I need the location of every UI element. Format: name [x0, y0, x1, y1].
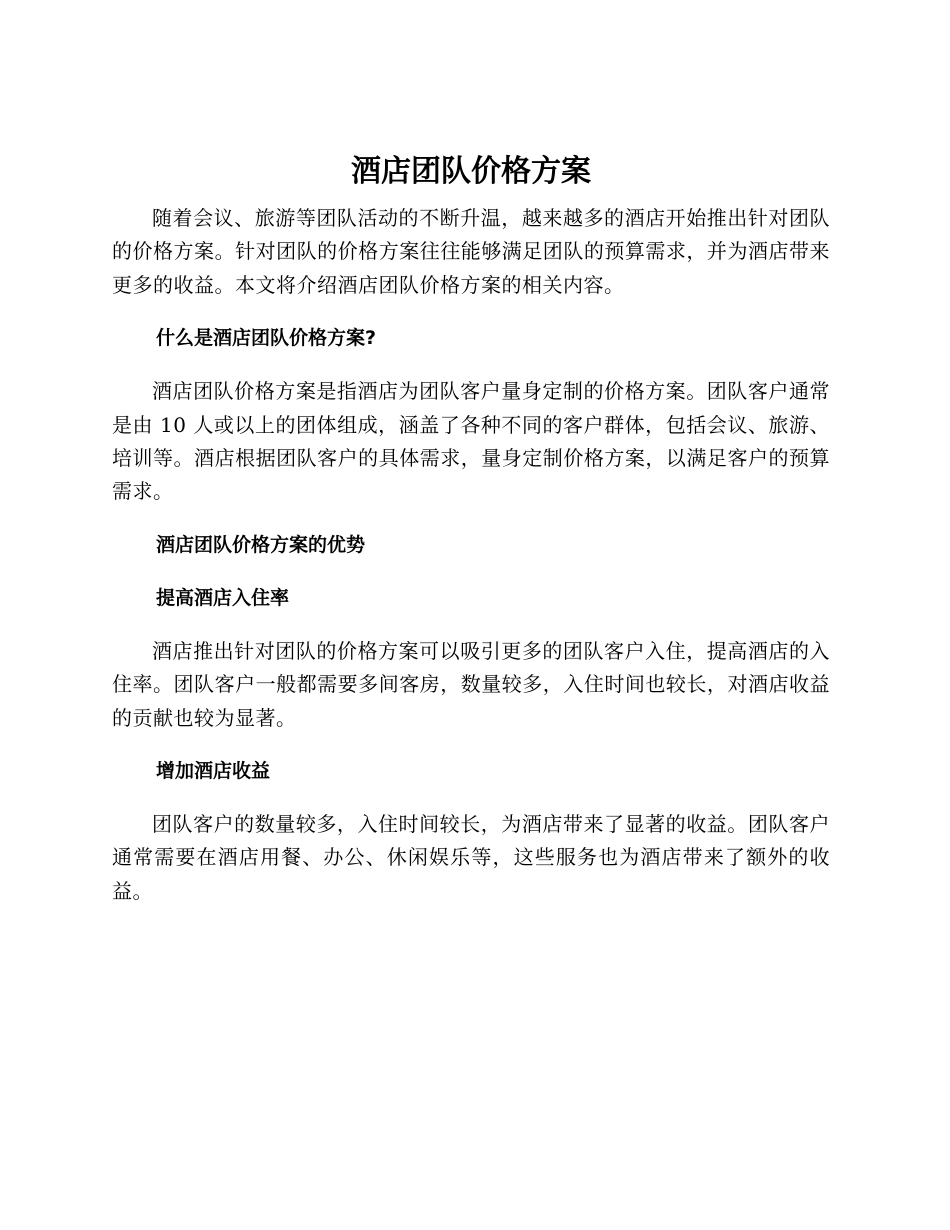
section-heading-advantages: 酒店团队价格方案的优势 — [156, 533, 366, 556]
section-paragraph-what-is: 酒店团队价格方案是指酒店为团队客户量身定制的价格方案。团队客户通常是由 10 人或以上的团体组成，涵盖了各种不同的客户群体，包括会议、旅游、培训等。酒店根据团队客户的具体需求，量身定制价格方案，以满足客户的预算需求。 — [112, 379, 830, 504]
document-title: 酒店团队价格方案 — [351, 154, 591, 189]
subsection-paragraph-occupancy: 酒店推出针对团队的价格方案可以吸引更多的团队客户入住，提高酒店的入住率。团队客户一般都需要多间客房，数量较多，入住时间也较长，对酒店收益的贡献也较为显著。 — [112, 638, 830, 730]
section-heading-what-is: 什么是酒店团队价格方案? — [156, 327, 377, 350]
subsection-heading-occupancy: 提高酒店入住率 — [156, 586, 290, 609]
subsection-heading-revenue: 增加酒店收益 — [156, 760, 271, 783]
document-body — [112, 150, 830, 908]
intro-paragraph: 随着会议、旅游等团队活动的不断升温，越来越多的酒店开始推出针对团队的价格方案。针对团队的价格方案往往能够满足团队的预算需求，并为酒店带来更多的收益。本文将介绍酒店团队价格方案的相关内容。 — [112, 206, 830, 297]
subsection-paragraph-revenue: 团队客户的数量较多，入住时间较长，为酒店带来了显著的收益。团队客户通常需要在酒店用餐、办公、休闲娱乐等，这些服务也为酒店带来了额外的收益。 — [112, 812, 830, 903]
